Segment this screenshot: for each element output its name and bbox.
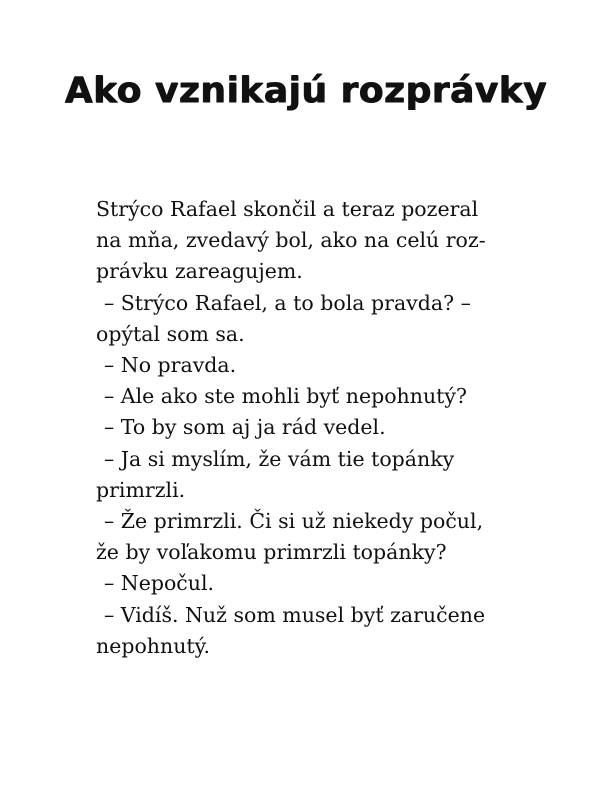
text-line: Strýco Rafael skončil a teraz pozeral bbox=[96, 197, 479, 221]
dialogue-line: – To by som aj ja rád vedel. bbox=[104, 415, 386, 440]
text-line: že by voľakomu primrzli topánky? bbox=[96, 540, 447, 565]
dialogue-line: – No pravda. bbox=[104, 353, 237, 378]
dialogue-line: – Že primrzli. Či si už niekedy počul, bbox=[104, 509, 484, 534]
dialogue-line: – Ale ako ste mohli byť nepohnutý? bbox=[104, 384, 467, 409]
dialogue-line: – Nepočul. bbox=[104, 571, 215, 596]
dialogue-line: – Vidíš. Nuž som musel byť zaručene bbox=[104, 602, 486, 627]
text-line: právku zareagujem. bbox=[96, 259, 303, 284]
text-line: nepohnutý. bbox=[96, 633, 211, 658]
page-title: Ako vznikajú rozprávky bbox=[64, 70, 548, 111]
text-line: primrzli. bbox=[96, 477, 186, 502]
dialogue-line: – Strýco Rafael, a to bola pravda? – bbox=[104, 290, 471, 315]
dialogue-line: – Ja si myslím, že vám tie topánky bbox=[104, 446, 455, 471]
text-line: opýtal som sa. bbox=[96, 321, 245, 346]
story-text bbox=[96, 194, 536, 662]
text-line: na mňa, zvedavý bol, ako na celú roz- bbox=[96, 228, 486, 253]
